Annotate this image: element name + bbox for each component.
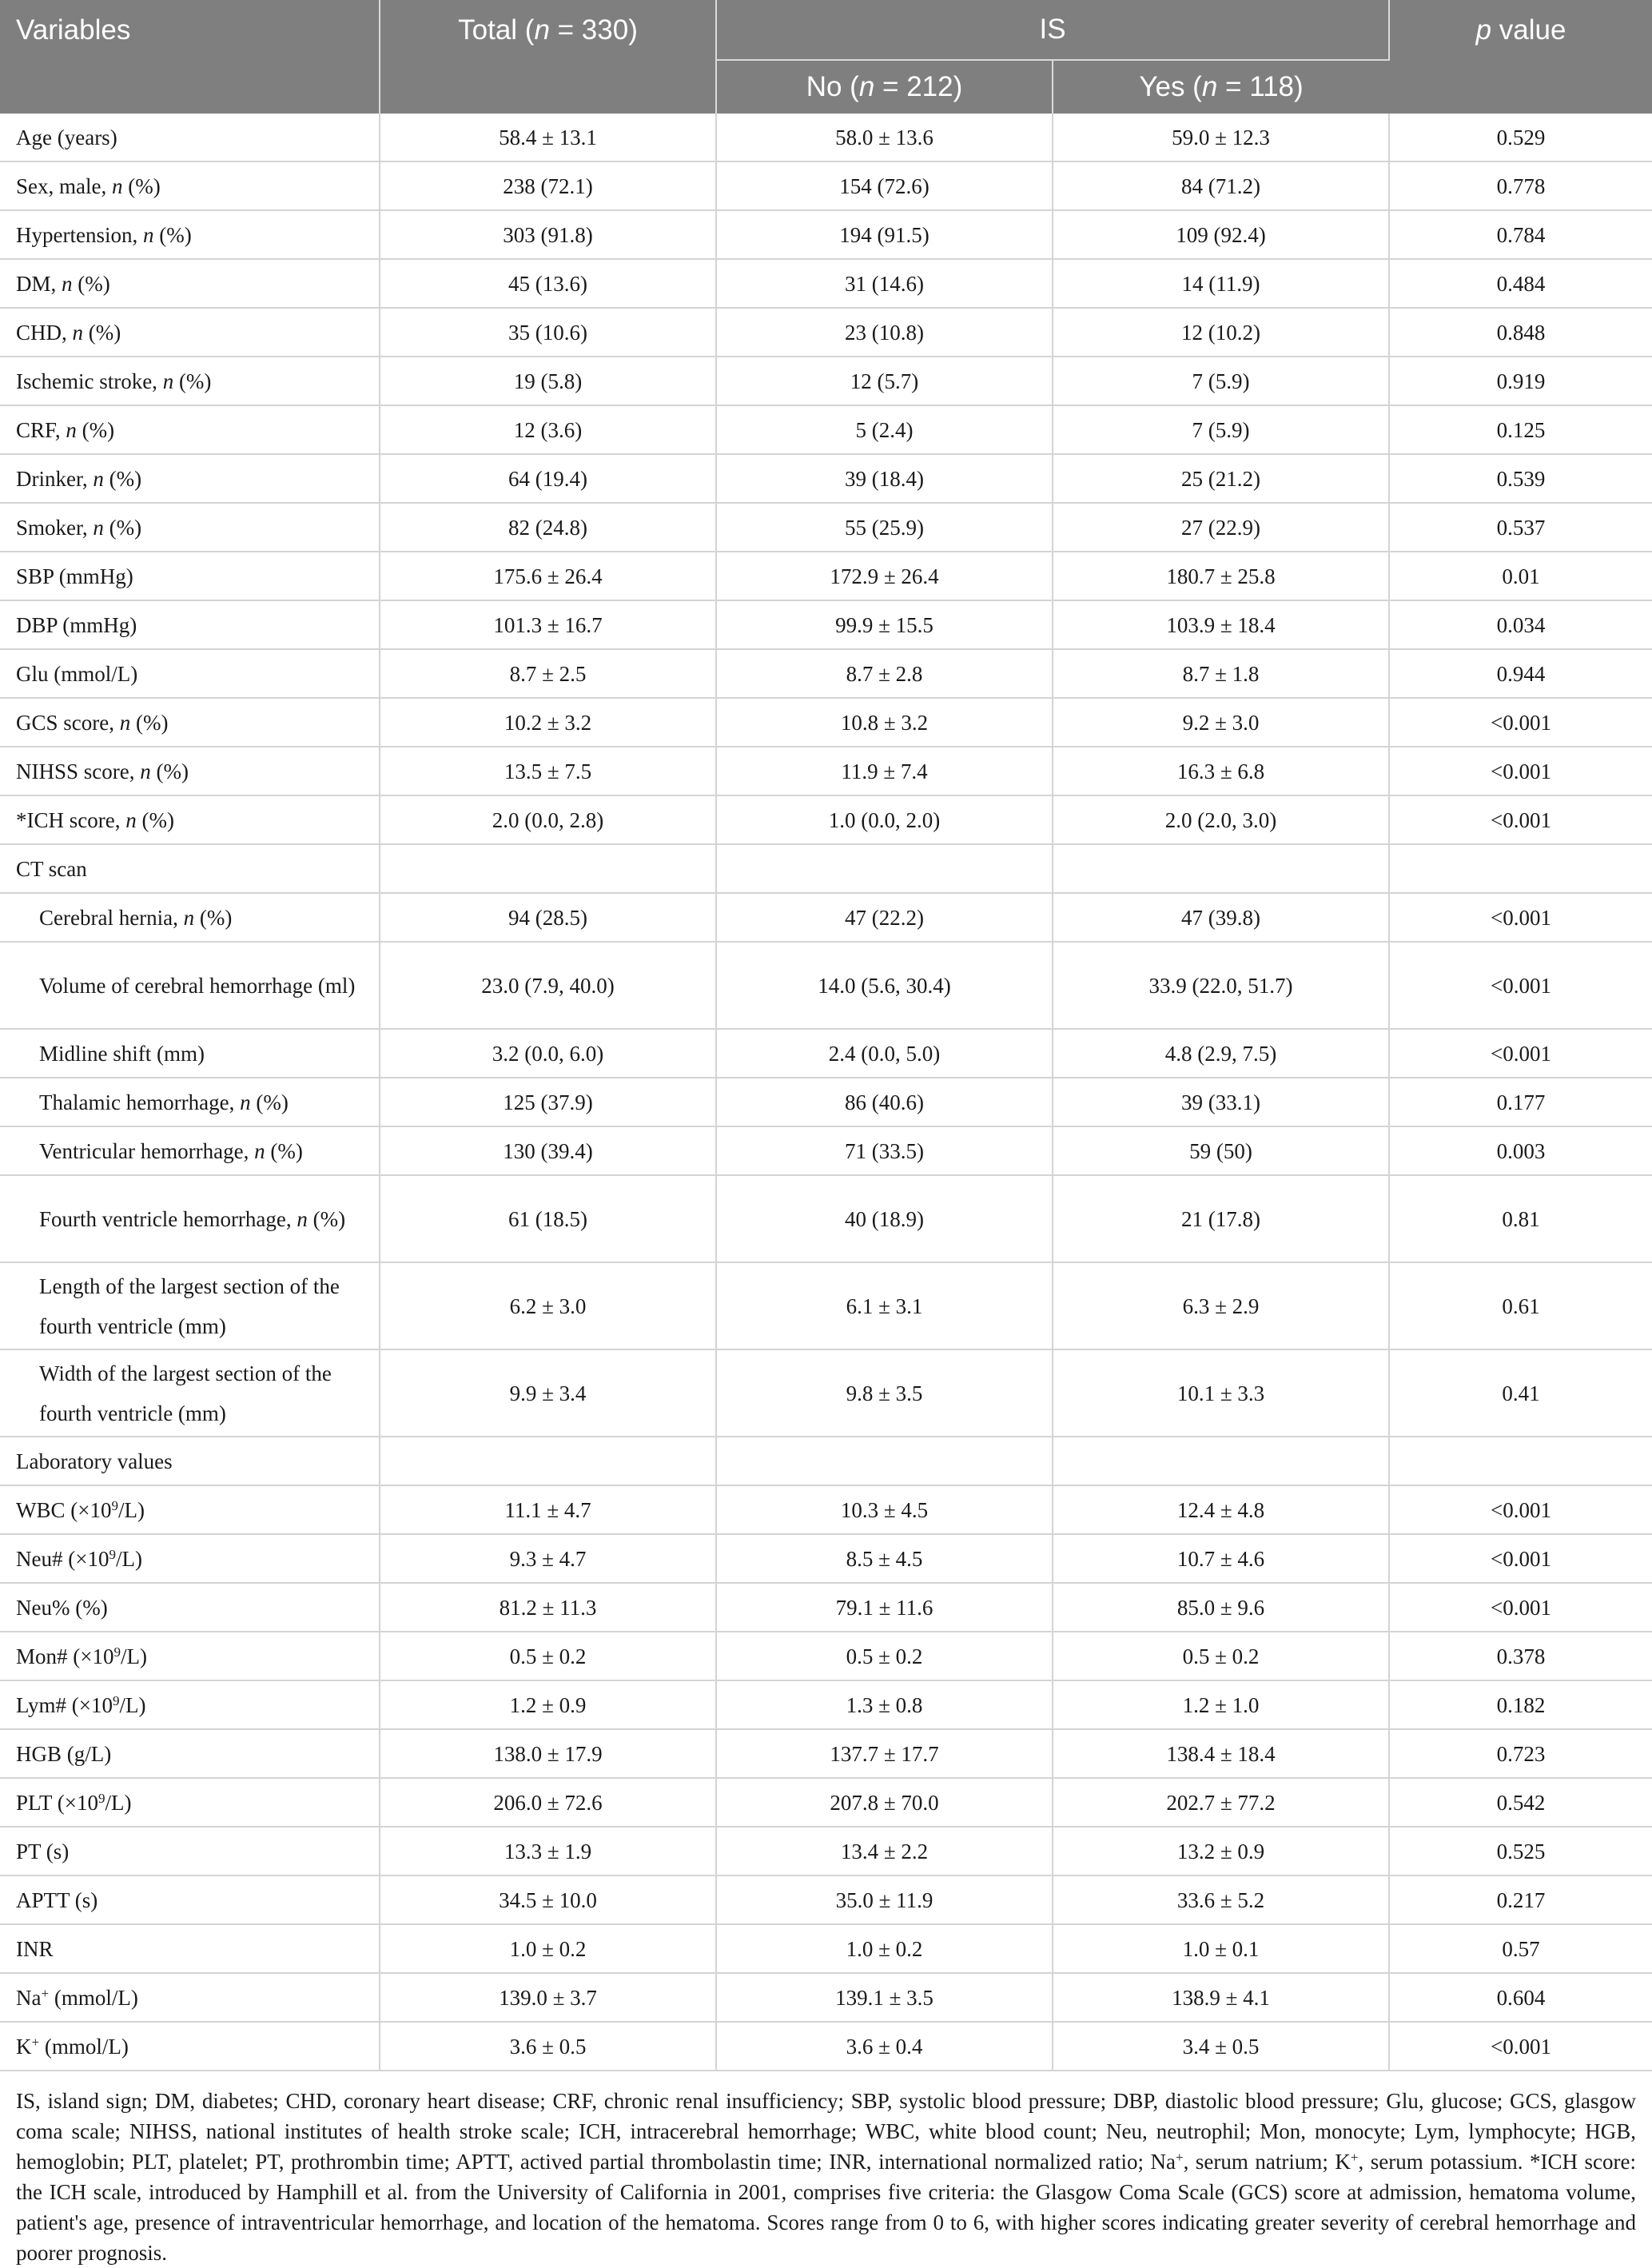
- row-label: HGB (g/L): [0, 1729, 380, 1778]
- row-label: Drinker, n (%): [0, 454, 380, 503]
- cell-p-value: <0.001: [1389, 1534, 1652, 1583]
- cell-total: 1.0 ± 0.2: [380, 1924, 716, 1973]
- table-row: [0, 114, 1652, 161]
- cell-is-no: 1.0 (0.0, 2.0): [716, 795, 1053, 844]
- cell-p-value: 0.778: [1389, 161, 1652, 210]
- cell-total: 45 (13.6): [380, 259, 716, 308]
- cell-p-value: 0.537: [1389, 503, 1652, 552]
- table-row: [0, 2022, 1652, 2071]
- table-row: [0, 1729, 1652, 1778]
- cell-total: 34.5 ± 10.0: [380, 1875, 716, 1924]
- cell-is-no: 31 (14.6): [716, 259, 1053, 308]
- table-row: [0, 1973, 1652, 2022]
- row-label: Ischemic stroke, n (%): [0, 357, 380, 405]
- cell-total: 64 (19.4): [380, 454, 716, 503]
- row-label: Sex, male, n (%): [0, 161, 380, 210]
- table-row: [0, 600, 1652, 649]
- cell-total: 23.0 (7.9, 40.0): [380, 942, 716, 1029]
- cell-is-no: 14.0 (5.6, 30.4): [716, 942, 1053, 1029]
- row-label: Neu% (%): [0, 1583, 380, 1632]
- cell-p-value: <0.001: [1389, 1029, 1652, 1078]
- cell-is-no: 47 (22.2): [716, 893, 1053, 942]
- cell-is-no: 23 (10.8): [716, 308, 1053, 357]
- cell-p-value: 0.378: [1389, 1632, 1652, 1680]
- cell-p-value: 0.484: [1389, 259, 1652, 308]
- table-row: [0, 308, 1652, 357]
- table-row: [0, 210, 1652, 259]
- table-row: [0, 1583, 1652, 1632]
- cell-is-yes: 10.7 ± 4.6: [1053, 1534, 1389, 1583]
- row-label: Laboratory values: [0, 1437, 380, 1485]
- row-label: Glu (mmol/L): [0, 649, 380, 698]
- cell-is-yes: 103.9 ± 18.4: [1053, 600, 1389, 649]
- row-label: GCS score, n (%): [0, 698, 380, 747]
- cell-p-value: 0.525: [1389, 1827, 1652, 1875]
- cell-p-value: <0.001: [1389, 1485, 1652, 1534]
- cell-is-yes: 1.0 ± 0.1: [1053, 1924, 1389, 1973]
- cell-is-yes: 138.4 ± 18.4: [1053, 1729, 1389, 1778]
- cell-is-yes: 84 (71.2): [1053, 161, 1389, 210]
- cell-is-yes: 8.7 ± 1.8: [1053, 649, 1389, 698]
- cell-p-value: 0.944: [1389, 649, 1652, 698]
- table-row: [0, 747, 1652, 795]
- cell-p-value: 0.529: [1389, 114, 1652, 161]
- cell-total: 8.7 ± 2.5: [380, 649, 716, 698]
- cell-total: [380, 844, 716, 893]
- table-row: [0, 1078, 1652, 1126]
- row-label: NIHSS score, n (%): [0, 747, 380, 795]
- table-row: [0, 454, 1652, 503]
- table-row: [0, 1924, 1652, 1973]
- row-label: INR: [0, 1924, 380, 1973]
- cell-total: 19 (5.8): [380, 357, 716, 405]
- cell-is-no: 1.0 ± 0.2: [716, 1924, 1053, 1973]
- cell-is-no: 71 (33.5): [716, 1126, 1053, 1175]
- table-row: [0, 405, 1652, 454]
- cell-is-yes: 12 (10.2): [1053, 308, 1389, 357]
- cell-is-yes: 33.6 ± 5.2: [1053, 1875, 1389, 1924]
- cell-is-yes: 7 (5.9): [1053, 357, 1389, 405]
- cell-total: 3.2 (0.0, 6.0): [380, 1029, 716, 1078]
- cell-is-no: 3.6 ± 0.4: [716, 2022, 1053, 2071]
- cell-p-value: 0.848: [1389, 308, 1652, 357]
- cell-total: 9.9 ± 3.4: [380, 1349, 716, 1437]
- cell-total: 12 (3.6): [380, 405, 716, 454]
- row-label: Hypertension, n (%): [0, 210, 380, 259]
- cell-is-no: 139.1 ± 3.5: [716, 1973, 1053, 2022]
- row-label: Neu# $(\times 10^9/L)$: [0, 1534, 380, 1583]
- row-label: Smoker, n (%): [0, 503, 380, 552]
- cell-total: 130 (39.4): [380, 1126, 716, 1175]
- cell-is-yes: 12.4 ± 4.8: [1053, 1485, 1389, 1534]
- cell-is-no: 8.5 ± 4.5: [716, 1534, 1053, 1583]
- cell-is-no: 86 (40.6): [716, 1078, 1053, 1126]
- row-label: Ventricular hemorrhage, n (%): [0, 1126, 380, 1175]
- cell-total: 3.6 ± 0.5: [380, 2022, 716, 2071]
- cell-is-no: 5 (2.4): [716, 405, 1053, 454]
- cell-is-yes: 39 (33.1): [1053, 1078, 1389, 1126]
- cell-is-no: 40 (18.9): [716, 1175, 1053, 1262]
- cell-is-no: 58.0 ± 13.6: [716, 114, 1053, 161]
- cell-is-no: 35.0 ± 11.9: [716, 1875, 1053, 1924]
- cell-total: 35 (10.6): [380, 308, 716, 357]
- row-label: CRF, n (%): [0, 405, 380, 454]
- table-row: [0, 1349, 1652, 1437]
- cell-is-no: 9.8 ± 3.5: [716, 1349, 1053, 1437]
- cell-p-value: 0.41: [1389, 1349, 1652, 1437]
- table-row: [0, 552, 1652, 600]
- cell-is-no: 39 (18.4): [716, 454, 1053, 503]
- row-label: Midline shift (mm): [0, 1029, 380, 1078]
- cell-total: 82 (24.8): [380, 503, 716, 552]
- cell-is-yes: 202.7 ± 77.2: [1053, 1778, 1389, 1827]
- cell-total: 303 (91.8): [380, 210, 716, 259]
- cell-is-yes: 33.9 (22.0, 51.7): [1053, 942, 1389, 1029]
- cell-total: 81.2 ± 11.3: [380, 1583, 716, 1632]
- row-label: Na+ (mmol/L): [0, 1973, 380, 2022]
- cell-is-yes: 21 (17.8): [1053, 1175, 1389, 1262]
- cell-is-no: 10.8 ± 3.2: [716, 698, 1053, 747]
- table-body: [0, 114, 1652, 2071]
- cell-p-value: 0.003: [1389, 1126, 1652, 1175]
- cell-is-yes: 1.2 ± 1.0: [1053, 1680, 1389, 1729]
- table-row: [0, 161, 1652, 210]
- cell-is-yes: 14 (11.9): [1053, 259, 1389, 308]
- cell-is-yes: 10.1 ± 3.3: [1053, 1349, 1389, 1437]
- cell-is-no: 8.7 ± 2.8: [716, 649, 1053, 698]
- row-label: Volume of cerebral hemorrhage (ml): [0, 942, 380, 1029]
- cell-is-no: 99.9 ± 15.5: [716, 600, 1053, 649]
- cell-p-value: <0.001: [1389, 2022, 1652, 2071]
- cell-p-value: 0.01: [1389, 552, 1652, 600]
- cell-is-yes: 13.2 ± 0.9: [1053, 1827, 1389, 1875]
- cell-is-yes: 4.8 (2.9, 7.5): [1053, 1029, 1389, 1078]
- cell-total: 138.0 ± 17.9: [380, 1729, 716, 1778]
- cell-is-no: 137.7 ± 17.7: [716, 1729, 1053, 1778]
- table-row: [0, 357, 1652, 405]
- cell-total: 0.5 ± 0.2: [380, 1632, 716, 1680]
- cell-p-value: <0.001: [1389, 698, 1652, 747]
- table-row: [0, 1534, 1652, 1583]
- cell-p-value: <0.001: [1389, 893, 1652, 942]
- cell-is-no: [716, 1437, 1053, 1485]
- cell-p-value: 0.919: [1389, 357, 1652, 405]
- cell-is-no: 194 (91.5): [716, 210, 1053, 259]
- cell-is-no: 11.9 ± 7.4: [716, 747, 1053, 795]
- cell-p-value: <0.001: [1389, 795, 1652, 844]
- cell-p-value: 0.61: [1389, 1262, 1652, 1349]
- cell-is-no: 10.3 ± 4.5: [716, 1485, 1053, 1534]
- cell-is-yes: 180.7 ± 25.8: [1053, 552, 1389, 600]
- cell-total: 10.2 ± 3.2: [380, 698, 716, 747]
- row-label: SBP (mmHg): [0, 552, 380, 600]
- cell-total: 94 (28.5): [380, 893, 716, 942]
- cell-is-yes: 0.5 ± 0.2: [1053, 1632, 1389, 1680]
- cell-is-no: 154 (72.6): [716, 161, 1053, 210]
- cell-is-yes: 6.3 ± 2.9: [1053, 1262, 1389, 1349]
- row-label: DBP (mmHg): [0, 600, 380, 649]
- cell-total: 1.2 ± 0.9: [380, 1680, 716, 1729]
- cell-is-yes: 16.3 ± 6.8: [1053, 747, 1389, 795]
- row-label: WBC $(\times 10^9/L)$: [0, 1485, 380, 1534]
- table-row: [0, 1437, 1652, 1485]
- cell-total: 13.3 ± 1.9: [380, 1827, 716, 1875]
- cell-is-yes: 138.9 ± 4.1: [1053, 1973, 1389, 2022]
- cell-p-value: 0.784: [1389, 210, 1652, 259]
- cell-total: 58.4 ± 13.1: [380, 114, 716, 161]
- table-footnote: IS, island sign; DM, diabetes; CHD, coronary heart disease; CRF, chronic renal insufficiency; SBP, systolic blood pressure; DBP, diastolic blood pressure; Glu, glucose; GCS, glasgow coma scale; NIHSS, national institutes of health stroke scale; ICH, intracerebral hemorrhage; WBC, white blood count; Neu, neutrophil; Mon, monocyte; Lym, lymphocyte; HGB, hemoglobin; PLT, platelet; PT, prothrombin time; APTT, actived partial thrombolastin time; INR, international normalized ratio; Na+, serum natrium; K+, serum potassium. *ICH score: the ICH scale, introduced by Hamphill et al. from the University of California in 2001, comprises five criteria: the Glasgow Coma Scale (GCS) score at admission, hematoma volume, patient's age, presence of intraventricular hemorrhage, and location of the hematoma. Scores range from 0 to 6, with higher scores indicating greater severity of cerebral hemorrhage and poorer prognosis.: [16, 2089, 1636, 2265]
- row-label: Age (years): [0, 114, 380, 161]
- cell-p-value: 0.57: [1389, 1924, 1652, 1973]
- cell-total: 175.6 ± 26.4: [380, 552, 716, 600]
- row-label: Fourth ventricle hemorrhage, n (%): [0, 1175, 380, 1262]
- cell-total: 2.0 (0.0, 2.8): [380, 795, 716, 844]
- header-total: Total (n = 330): [380, 0, 716, 114]
- cell-total: 139.0 ± 3.7: [380, 1973, 716, 2022]
- cell-is-no: 2.4 (0.0, 5.0): [716, 1029, 1053, 1078]
- table-row: [0, 1632, 1652, 1680]
- header-is-no: No (n = 212): [716, 60, 1053, 114]
- row-label: K+ (mmol/L): [0, 2022, 380, 2071]
- cell-is-no: 12 (5.7): [716, 357, 1053, 405]
- table-row: [0, 1126, 1652, 1175]
- cell-p-value: [1389, 844, 1652, 893]
- cell-p-value: <0.001: [1389, 1583, 1652, 1632]
- table-row: [0, 1175, 1652, 1262]
- cell-is-no: 1.3 ± 0.8: [716, 1680, 1053, 1729]
- table-row: [0, 1875, 1652, 1924]
- cell-is-yes: [1053, 1437, 1389, 1485]
- cell-total: 125 (37.9): [380, 1078, 716, 1126]
- table-row: [0, 1262, 1652, 1349]
- cell-p-value: [1389, 1437, 1652, 1485]
- table-row: [0, 795, 1652, 844]
- cell-p-value: 0.125: [1389, 405, 1652, 454]
- cell-is-no: 6.1 ± 3.1: [716, 1262, 1053, 1349]
- cell-p-value: <0.001: [1389, 747, 1652, 795]
- cell-total: 6.2 ± 3.0: [380, 1262, 716, 1349]
- row-label: Cerebral hernia, n (%): [0, 893, 380, 942]
- cell-total: 101.3 ± 16.7: [380, 600, 716, 649]
- cell-is-yes: 9.2 ± 3.0: [1053, 698, 1389, 747]
- cell-total: 238 (72.1): [380, 161, 716, 210]
- cell-is-no: 13.4 ± 2.2: [716, 1827, 1053, 1875]
- cell-is-yes: 2.0 (2.0, 3.0): [1053, 795, 1389, 844]
- row-label: CHD, n (%): [0, 308, 380, 357]
- row-label: CT scan: [0, 844, 380, 893]
- table-header: [0, 0, 1652, 114]
- cell-total: 206.0 ± 72.6: [380, 1778, 716, 1827]
- cell-p-value: 0.217: [1389, 1875, 1652, 1924]
- cell-total: [380, 1437, 716, 1485]
- cell-p-value: 0.604: [1389, 1973, 1652, 2022]
- cell-is-yes: 25 (21.2): [1053, 454, 1389, 503]
- header-is-yes: Yes (n = 118): [1053, 60, 1389, 114]
- cell-is-yes: 59.0 ± 12.3: [1053, 114, 1389, 161]
- table-row: [0, 698, 1652, 747]
- cell-p-value: 0.723: [1389, 1729, 1652, 1778]
- cell-is-yes: [1053, 844, 1389, 893]
- cell-is-no: [716, 844, 1053, 893]
- table-row: [0, 1485, 1652, 1534]
- row-label: PLT $(\times 10^9/L)$: [0, 1778, 380, 1827]
- row-label: Width of the largest section of the fourth ventricle (mm): [0, 1349, 380, 1437]
- cell-is-yes: 3.4 ± 0.5: [1053, 2022, 1389, 2071]
- cell-is-no: 79.1 ± 11.6: [716, 1583, 1053, 1632]
- row-label: Mon# $(\times 10^9/L)$: [0, 1632, 380, 1680]
- cell-is-yes: 27 (22.9): [1053, 503, 1389, 552]
- row-label: DM, n (%): [0, 259, 380, 308]
- header-variables: Variables: [0, 0, 380, 114]
- table-row: [0, 259, 1652, 308]
- cell-is-no: 0.5 ± 0.2: [716, 1632, 1053, 1680]
- table-row: [0, 649, 1652, 698]
- row-label: *ICH score, n (%): [0, 795, 380, 844]
- table-row: [0, 844, 1652, 893]
- table-row: [0, 1778, 1652, 1827]
- cell-p-value: 0.182: [1389, 1680, 1652, 1729]
- row-label: PT (s): [0, 1827, 380, 1875]
- cell-is-no: 172.9 ± 26.4: [716, 552, 1053, 600]
- cell-is-yes: 85.0 ± 9.6: [1053, 1583, 1389, 1632]
- cell-is-yes: 7 (5.9): [1053, 405, 1389, 454]
- row-label: Length of the largest section of the fourth ventricle (mm): [0, 1262, 380, 1349]
- cell-is-no: 207.8 ± 70.0: [716, 1778, 1053, 1827]
- row-label: Thalamic hemorrhage, n (%): [0, 1078, 380, 1126]
- cell-is-yes: 109 (92.4): [1053, 210, 1389, 259]
- header-p-value: p value: [1389, 0, 1652, 114]
- cell-p-value: 0.81: [1389, 1175, 1652, 1262]
- row-label: Lym# $(\times 10^9/L)$: [0, 1680, 380, 1729]
- cell-p-value: 0.034: [1389, 600, 1652, 649]
- cell-p-value: 0.177: [1389, 1078, 1652, 1126]
- table-row: [0, 1029, 1652, 1078]
- cell-p-value: 0.539: [1389, 454, 1652, 503]
- table-row: [0, 1680, 1652, 1729]
- header-is-group: IS: [716, 0, 1389, 60]
- table-row: [0, 503, 1652, 552]
- cell-is-yes: 47 (39.8): [1053, 893, 1389, 942]
- cell-total: 61 (18.5): [380, 1175, 716, 1262]
- table-row: [0, 1827, 1652, 1875]
- cell-p-value: <0.001: [1389, 942, 1652, 1029]
- cell-p-value: 0.542: [1389, 1778, 1652, 1827]
- cell-total: 9.3 ± 4.7: [380, 1534, 716, 1583]
- cell-total: 13.5 ± 7.5: [380, 747, 716, 795]
- cell-total: 11.1 ± 4.7: [380, 1485, 716, 1534]
- cell-is-yes: 59 (50): [1053, 1126, 1389, 1175]
- row-label: APTT (s): [0, 1875, 380, 1924]
- cell-is-no: 55 (25.9): [716, 503, 1053, 552]
- table-row: [0, 893, 1652, 942]
- table-row: [0, 942, 1652, 1029]
